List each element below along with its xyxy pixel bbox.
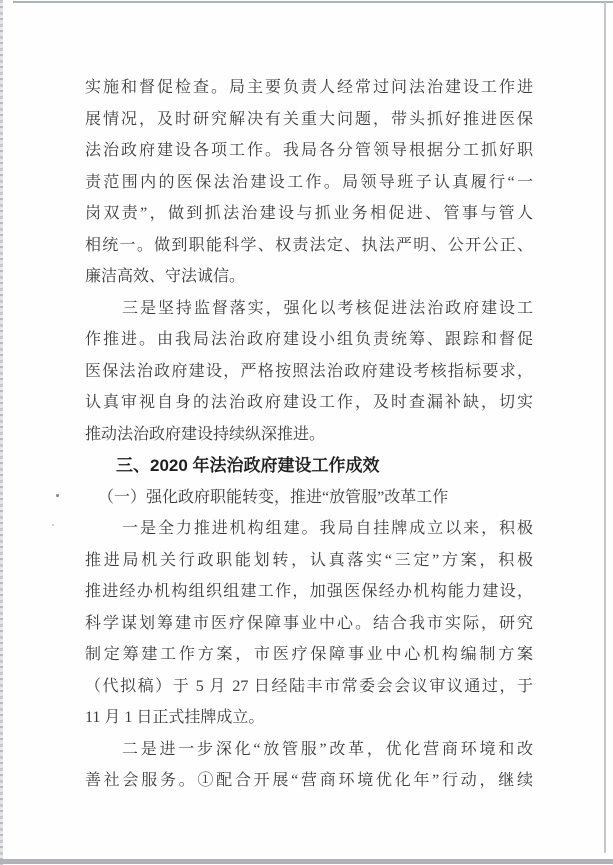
text-line-9: 作推进。由我局法治政府建设小组负责统筹、跟踪和督促: [85, 331, 533, 348]
scan-speck: [52, 524, 54, 526]
section-heading: 三、2020 年法治政府建设工作成效: [116, 456, 380, 475]
text-line-8: 三是坚持监督落实，强化以考核促进法治政府建设工: [122, 299, 533, 317]
scan-speck: [56, 494, 59, 497]
text-line-5: 岗双责”，做到抓法治建设与抓业务相促进、管事与管人: [85, 205, 533, 222]
scan-edge-bottom: [0, 859, 613, 864]
text-line-22: 二是进一步深化“放管服”改革，优化营商环境和改: [122, 740, 533, 758]
text-line-17: 推进经办机构组织组建工作，加强医保经办机构能力建设，: [85, 583, 533, 600]
text-line-2: 展情况，及时研究解决有关重大问题，带头抓好推进医保: [85, 110, 533, 128]
text-line-7: 廉洁高效、守法诚信。: [85, 268, 246, 285]
text-line-6: 相统一。做到职能科学、权责法定、执法严明、公开公正、: [85, 236, 533, 254]
text-line-3: 法治政府建设各项工作。我局各分管领导根据分工抓好职: [85, 142, 533, 159]
text-line-12: 推动法治政府建设持续纵深推进。: [85, 425, 326, 443]
scan-edge-right: [604, 2, 606, 853]
text-line-1: 实施和督促检查。局主要负责人经常过问法治建设工作进: [85, 79, 533, 96]
text-line-20: （代拟稿）于 5 月 27 日经陆丰市常委会会议审议通过，于: [85, 677, 533, 695]
text-line-4: 责范围内的医保法治建设工作。局领导班子认真履行“一: [85, 173, 533, 191]
scan-edge-top: [13, 1, 613, 3]
text-line-18: 科学谋划筹建市医疗保障事业中心。结合我市实际，研究: [85, 614, 533, 632]
text-line-21: 11 月 1 日正式挂牌成立。: [85, 709, 265, 726]
document-text-block: [85, 72, 533, 797]
text-line-15: 一是全力推进机构组建。我局自挂牌成立以来，积极: [122, 520, 533, 537]
scan-edge-left: [0, 0, 3, 865]
text-line-16: 推进局机关行政职能划转，认真落实“三定”方案，积极: [85, 551, 533, 569]
text-line-23: 善社会服务。①配合开展“营商环境优化年”行动，继续: [85, 772, 533, 789]
text-line-11: 认真审视自身的法治政府建设工作，及时查漏补缺，切实: [85, 394, 533, 411]
text-line-10: 医保法治政府建设，严格按照法治政府建设考核指标要求，: [85, 362, 533, 380]
sub-heading: （一）强化政府职能转变，推进“放管服”改革工作: [98, 488, 449, 506]
text-line-19: 制定筹建工作方案，市医疗保障事业中心机构编制方案: [85, 646, 533, 663]
